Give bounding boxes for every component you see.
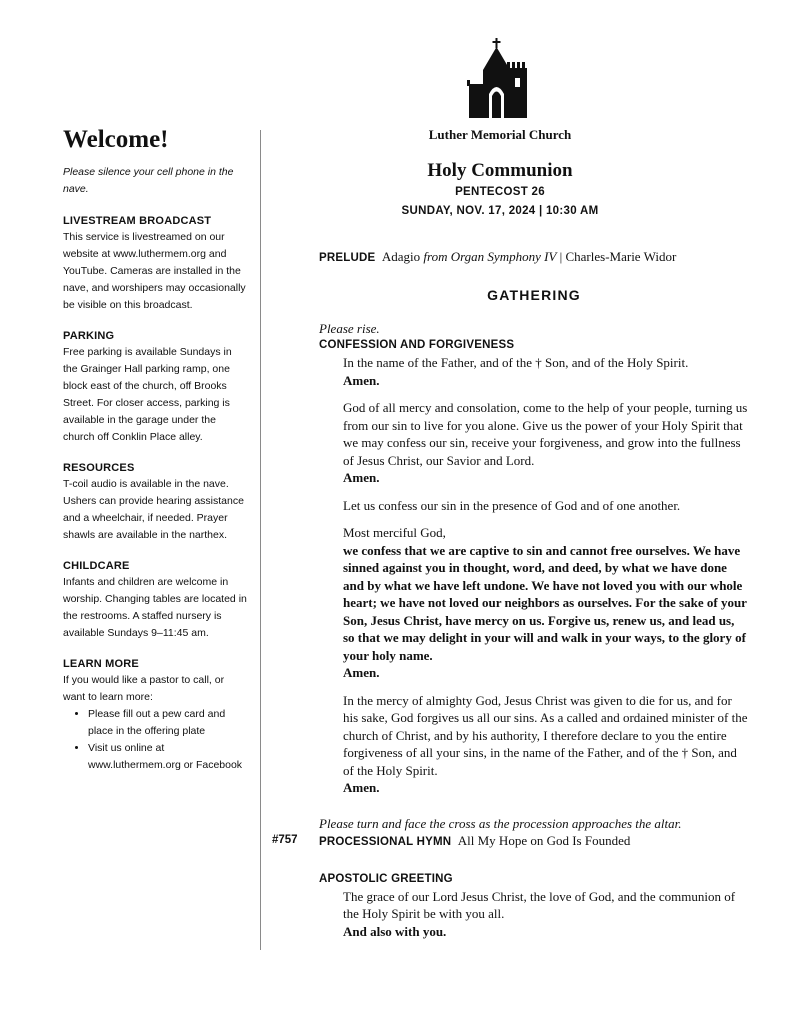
hymn-title: All My Hope on God Is Founded xyxy=(457,832,631,848)
livestream-heading: LIVESTREAM BROADCAST xyxy=(63,214,212,227)
parking-section xyxy=(63,329,248,446)
order-of-service xyxy=(272,248,749,950)
prelude-label: PRELUDE xyxy=(319,252,376,264)
column-divider xyxy=(260,130,261,950)
learn-more-heading: LEARN MORE xyxy=(63,657,139,670)
learn-more-list xyxy=(63,706,248,774)
call-to-confession: Let us confess our sin in the presence of God and of one another. xyxy=(343,497,681,513)
list-item: • Please fill out a pew card and place in the offering plate xyxy=(88,706,248,740)
prelude-piece: Adagio xyxy=(381,249,421,264)
learn-more-body: If you would like a pastor to call, or want to learn more: xyxy=(63,673,225,703)
livestream-body: This service is livestreamed on our website at www.luthermem.org and YouTube. Cameras are installed in the nave, and worshipers may occasionally be visible on this broadcast. xyxy=(63,230,246,311)
learn-more-section xyxy=(63,657,248,774)
prelude-from: from Organ Symphony IV xyxy=(423,249,557,264)
rise-rubric: Please rise. xyxy=(319,321,380,336)
prelude-line xyxy=(319,248,749,267)
procession-rubric: Please turn and face the cross as the procession approaches the altar. xyxy=(319,815,682,831)
resources-section xyxy=(63,461,248,544)
welcome-title: Welcome! xyxy=(63,126,169,153)
service-datetime: SUNDAY, NOV. 17, 2024 | 10:30 AM xyxy=(401,205,599,217)
list-item: • Visit us online at www.luthermem.org or Facebook xyxy=(88,740,248,774)
confession-intro: Most merciful God, xyxy=(343,525,446,540)
hymn-label: PROCESSIONAL HYMN xyxy=(319,835,452,848)
childcare-heading: CHILDCARE xyxy=(63,559,130,572)
confession-body xyxy=(343,354,749,797)
absolution-text: In the mercy of almighty God, Jesus Christ was given to die for us, and for his sake, God forgives us all our sins. As a called and ordained minister of the church of Christ, and by his authority, I therefore declare to you the entire forgiveness of all your sins, in the name of the Father, and of the † Son, and of the Holy Spirit. xyxy=(343,692,748,778)
invocation-response: Amen. xyxy=(343,372,380,388)
childcare-body: Infants and children are welcome in worship. Changing tables are located in the restrooms. A staffed nursery is available Sundays 9–11:45 am. xyxy=(63,575,247,639)
resources-body: T-coil audio is available in the nave. Ushers can provide hearing assistance and a wheelchair, if needed. Prayer shawls are available in the narthex. xyxy=(63,477,244,541)
absolution-paragraph xyxy=(343,692,749,797)
gathering-heading: GATHERING xyxy=(487,287,581,303)
greeting-body xyxy=(343,888,749,941)
confession-response: Amen. xyxy=(343,665,380,680)
hymn-number: #757 xyxy=(272,833,298,846)
welcome-sidebar xyxy=(63,126,248,789)
cell-phone-note: Please silence your cell phone in the nave. xyxy=(63,165,234,195)
prayer-paragraph xyxy=(343,399,749,487)
church-logo-icon xyxy=(467,38,529,118)
processional-hymn xyxy=(272,832,749,851)
invocation-paragraph xyxy=(343,354,749,389)
confession-heading: CONFESSION AND FORGIVENESS xyxy=(319,339,515,351)
confession-paragraph xyxy=(343,524,749,682)
greeting-response: And also with you. xyxy=(343,923,447,939)
livestream-section xyxy=(63,214,248,314)
occasion: PENTECOST 26 xyxy=(455,186,545,198)
confession-text: we confess that we are captive to sin and cannot free ourselves. We have sinned against you in thought, word, and deed, by what we have done and by what we have left undone. We have not loved you with our whole heart; we have not loved our neighbors as ourselves. For the sake of your Son, Jesus Christ, have mercy on us. Forgive us, renew us, and lead us, so that we may delight in your will and walk in your ways, to the glory of your holy name. xyxy=(343,542,747,663)
prayer-response: Amen. xyxy=(343,470,380,485)
church-name: Luther Memorial Church xyxy=(428,127,572,142)
greeting-heading: APOSTOLIC GREETING xyxy=(319,872,453,885)
childcare-section xyxy=(63,559,248,642)
prayer-text: God of all mercy and consolation, come to the help of your people, turning us from our sin to live for you alone. Give us the power of your Holy Spirit that we may confess our sin, receive your forgiveness, and grow into the fullness of Jesus Christ, our Savior and Lord. xyxy=(343,400,748,468)
prelude-composer: | Charles-Marie Widor xyxy=(559,249,677,264)
parking-body: Free parking is available Sundays in the Grainger Hall parking ramp, one block east of the church, off Brooks Street. For closer access, parking is available in the garage under the church off Conklin Place alley. xyxy=(63,345,232,443)
resources-heading: RESOURCES xyxy=(63,461,135,474)
service-title: Holy Communion xyxy=(427,160,573,181)
parking-heading: PARKING xyxy=(63,329,115,342)
greeting-paragraph xyxy=(343,888,749,941)
invocation-text: In the name of the Father, and of the † Son, and of the Holy Spirit. xyxy=(343,355,689,370)
greeting-text: The grace of our Lord Jesus Christ, the love of God, and the communion of the Holy Spirit be with you all. xyxy=(343,888,736,921)
absolution-response: Amen. xyxy=(343,780,380,795)
